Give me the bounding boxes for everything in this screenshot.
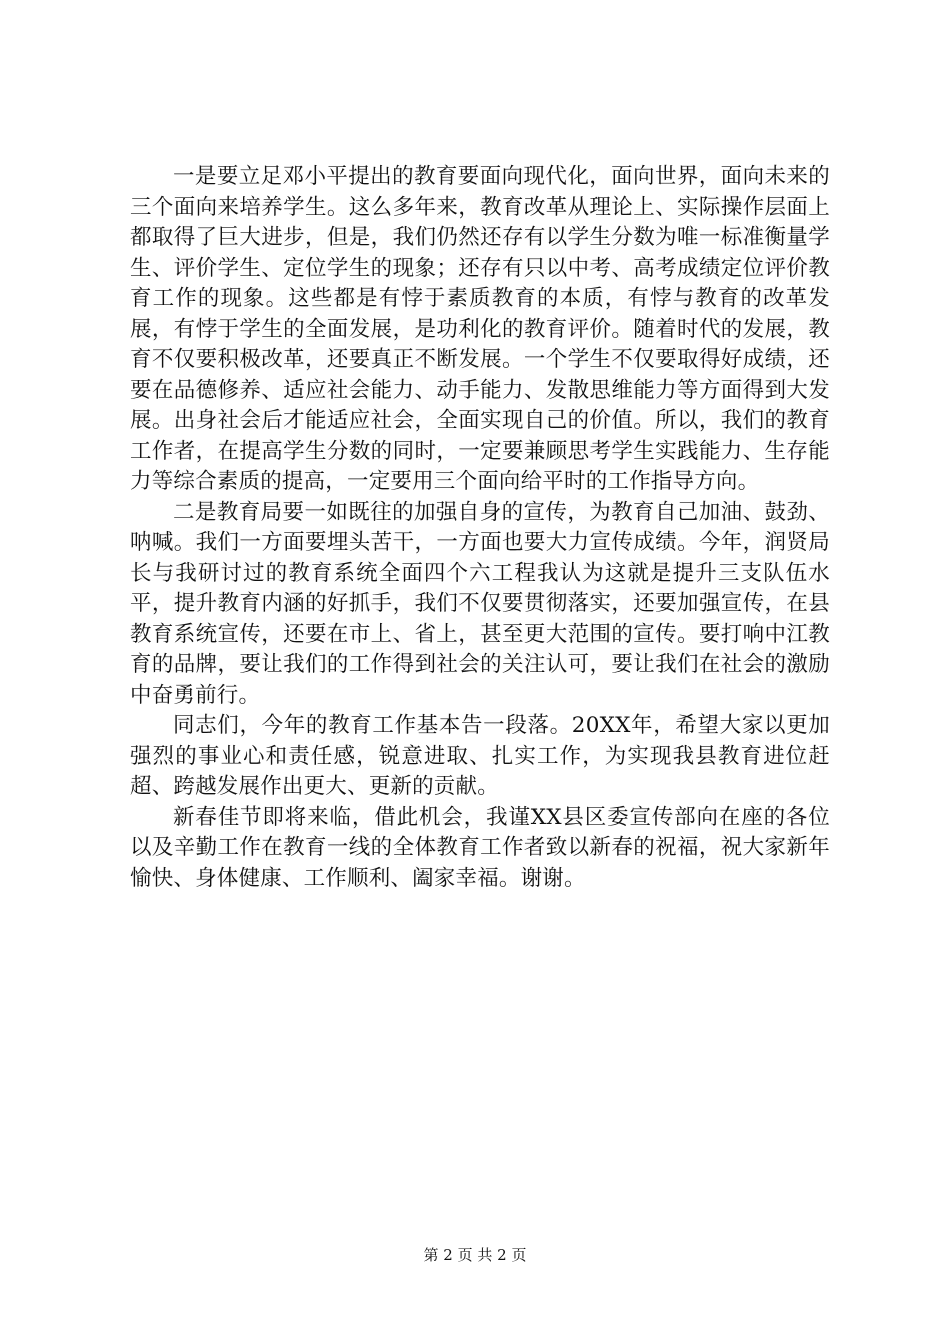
document-body [130, 162, 830, 894]
paragraph-3: 同志们，今年的教育工作基本告一段落。20XX年，希望大家以更加强烈的事业心和责任感，锐意进取、扎实工作，为实现我县教育进位赶超、跨越发展作出更大、更新的贡献。 [130, 713, 830, 799]
page-footer [0, 1245, 950, 1265]
page-number: 第 2 页 共 2 页 [423, 1246, 527, 1264]
paragraph-2: 二是教育局要一如既往的加强自身的宣传，为教育自己加油、鼓劲、呐喊。我们一方面要埋头苦干，一方面也要大力宣传成绩。今年，润贤局长与我研讨过的教育系统全面四个六工程我认为这就是提升三支队伍水平，提升教育内涵的好抓手，我们不仅要贯彻落实，还要加强宣传，在县教育系统宣传，还要在市上、省上，甚至更大范围的宣传。要打响中江教育的品牌，要让我们的工作得到社会的关注认可，要让我们在社会的激励中奋勇前行。 [130, 499, 830, 708]
paragraph-1: 一是要立足邓小平提出的教育要面向现代化，面向世界，面向未来的三个面向来培养学生。这么多年来，教育改革从理论上、实际操作层面上都取得了巨大进步，但是，我们仍然还存有以学生分数为唯一标准衡量学生、评价学生、定位学生的现象；还存有只以中考、高考成绩定位评价教育工作的现象。这些都是有悖于素质教育的本质，有悖与教育的改革发展，有悖于学生的全面发展，是功利化的教育评价。随着时代的发展，教育不仅要积极改革，还要真正不断发展。一个学生不仅要取得好成绩，还要在品德修养、适应社会能力、动手能力、发散思维能力等方面得到大发展。出身社会后才能适应社会，全面实现自己的价值。所以，我们的教育工作者，在提高学生分数的同时，一定要兼顾思考学生实践能力、生存能力等综合素质的提高，一定要用三个面向给平时的工作指导方向。 [130, 164, 830, 494]
paragraph-4: 新春佳节即将来临，借此机会，我谨XX县区委宣传部向在座的各位以及辛勤工作在教育一线的全体教育工作者致以新春的祝福，祝大家新年愉快、身体健康、工作顺利、阖家幸福。谢谢。 [130, 804, 830, 891]
